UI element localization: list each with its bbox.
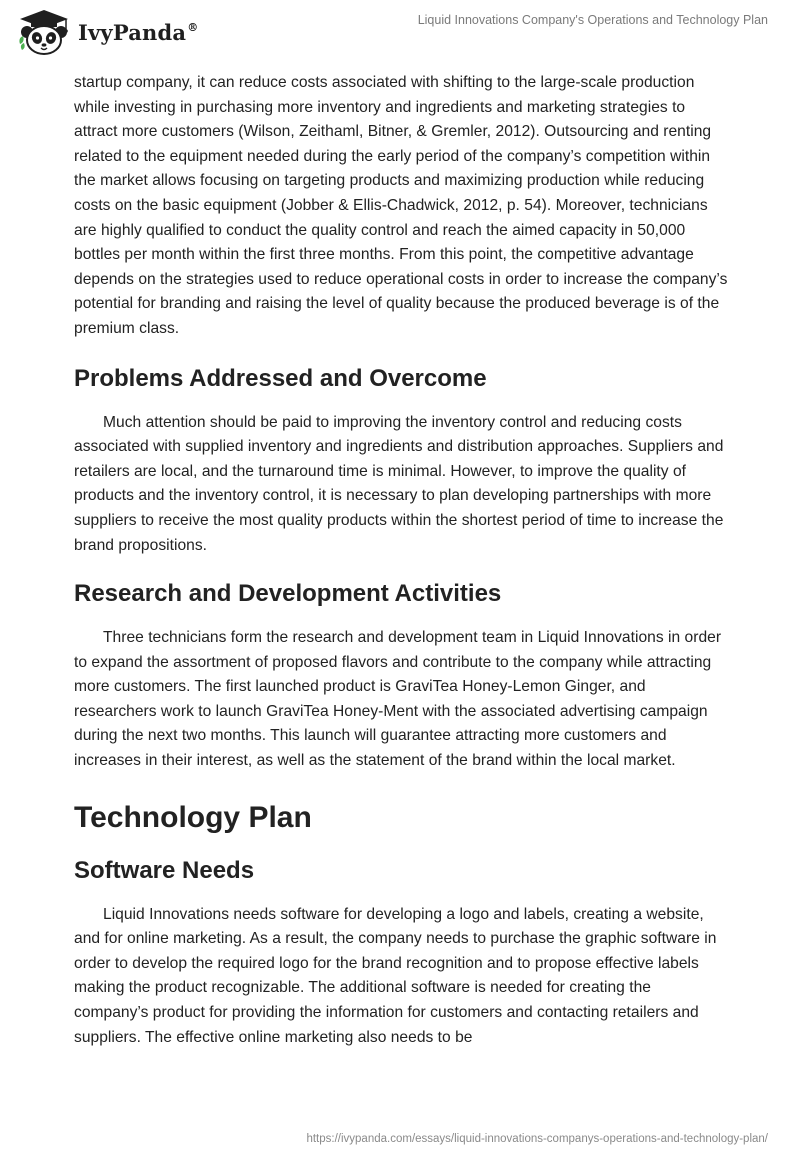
document-title: Liquid Innovations Company's Operations and Technology Plan — [417, 13, 768, 27]
essay-content — [74, 71, 728, 1050]
brand-logo[interactable] — [16, 8, 198, 56]
problems-paragraph: Much attention should be paid to improving the inventory control and reducing costs associated with supplied inventory and ingredients and distribution approaches. Suppliers and retailers are local, and the turnaround time is minimal. However, to improve the quality of products and the inventory control, it is necessary to plan developing partnerships with more suppliers to receive the most quality products within the shortest period of time to increase the brand propositions. — [74, 413, 724, 554]
footer-source-url[interactable]: https://ivypanda.com/essays/liquid-innovations-companys-operations-and-technology-plan/ — [306, 1133, 768, 1145]
research-development-paragraph: Three technicians form the research and development team in Liquid Innovations in order to expand the assortment of proposed flavors and contribute to the company while attracting more customers. The first launched product is GraviTea Honey-Lemon Ginger, and researchers work to launch GraviTea Honey-Ment with the associated advertising campaign during the next two months. This launch will guarantee attracting more customers and increases in their interest, as well as the statement of the brand within the local market. — [74, 629, 722, 770]
section-heading-software-needs: Software Needs — [74, 856, 255, 884]
section-heading-technology-plan: Technology Plan — [74, 800, 312, 834]
brand-name: IvyPanda® — [78, 19, 199, 45]
intro-paragraph: startup company, it can reduce costs associated with shifting to the large-scale production while investing in purchasing more inventory and ingredients and marketing strategies to attract more customers (Wilson, Zeithaml, Bitner, & Gremler, 2012). Outsourcing and renting related to the equipment needed during the early period of the company’s competition within the market allows focusing on targeting products and maximizing production while reducing costs on the basic equipment (Jobber & Ellis-Chadwick, 2012, p. 54). Moreover, technicians are highly qualified to conduct the quality control and reach the aimed capacity in 50,000 bottles per month within the first three months. From this point, the competitive advantage depends on the strategies used to reduce operational costs in order to increase the company’s potential for branding and raising the level of quality because the produced beverage is of the premium class. — [74, 74, 728, 337]
page-header — [0, 0, 800, 70]
software-needs-paragraph: Liquid Innovations needs software for developing a logo and labels, creating a website, and for online marketing. As a result, the company needs to purchase the graphic software in order to develop the required logo for the brand recognition and to propose effective labels making the product recognizable. The additional software is needed for creating the company’s product for providing the information for customers and contacting retailers and suppliers. The effective online marketing also needs to be — [74, 905, 717, 1046]
section-heading-research-development: Research and Development Activities — [74, 580, 502, 608]
section-heading-problems: Problems Addressed and Overcome — [74, 364, 487, 392]
panda-graduate-icon — [16, 8, 72, 56]
